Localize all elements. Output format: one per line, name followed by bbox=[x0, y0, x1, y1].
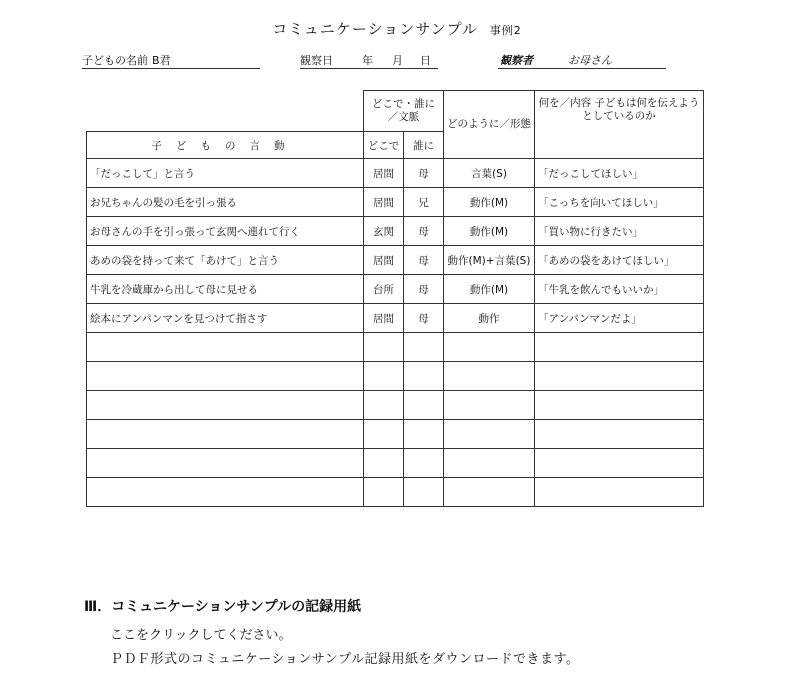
case-label: 事例2 bbox=[489, 24, 522, 37]
cell-behavior bbox=[87, 449, 364, 478]
cell-where bbox=[364, 391, 404, 420]
cell-where: 居間 bbox=[364, 159, 404, 188]
cell-where bbox=[364, 420, 404, 449]
cell-behavior: 絵本にアンパンマンを見つけて指さす bbox=[87, 304, 364, 333]
observer-value: お母さん bbox=[568, 54, 612, 67]
cell-meaning: 「買い物に行きたい」 bbox=[535, 217, 704, 246]
download-link-line bbox=[110, 624, 291, 643]
observe-date-underline bbox=[300, 68, 438, 69]
month-label: 月 bbox=[392, 54, 403, 67]
table-row bbox=[87, 159, 704, 188]
cell-where: 居間 bbox=[364, 304, 404, 333]
cell-behavior: あめの袋を持って来て「あけて」と言う bbox=[87, 246, 364, 275]
cell-where: 居間 bbox=[364, 246, 404, 275]
cell-where: 玄関 bbox=[364, 217, 404, 246]
cell-who: 兄 bbox=[404, 188, 444, 217]
cell-behavior bbox=[87, 478, 364, 507]
cell-who: 母 bbox=[404, 159, 444, 188]
download-link[interactable]: ここをクリックしてください。 bbox=[110, 628, 292, 643]
cell-how: 動作 bbox=[444, 304, 535, 333]
cell-where bbox=[364, 362, 404, 391]
cell-who bbox=[404, 362, 444, 391]
cell-who bbox=[404, 420, 444, 449]
cell-who: 母 bbox=[404, 275, 444, 304]
cell-how: 動作(M) bbox=[444, 275, 535, 304]
table-row bbox=[87, 217, 704, 246]
cell-how bbox=[444, 362, 535, 391]
table-row bbox=[87, 362, 704, 391]
cell-behavior: お兄ちゃんの髪の毛を引っ張る bbox=[87, 188, 364, 217]
table-body bbox=[87, 159, 704, 507]
cell-behavior: 「だっこして」と言う bbox=[87, 159, 364, 188]
cell-meaning: 「だっこしてほしい」 bbox=[535, 159, 704, 188]
cell-meaning: 「あめの袋をあけてほしい」 bbox=[535, 246, 704, 275]
cell-where bbox=[364, 478, 404, 507]
header-blank-cell bbox=[87, 91, 364, 132]
cell-behavior bbox=[87, 333, 364, 362]
cell-where bbox=[364, 449, 404, 478]
cell-meaning bbox=[535, 362, 704, 391]
table-row bbox=[87, 333, 704, 362]
table-row bbox=[87, 478, 704, 507]
cell-who: 母 bbox=[404, 217, 444, 246]
observer-underline bbox=[498, 68, 666, 69]
header-row-1 bbox=[87, 91, 704, 132]
cell-how: 動作(M) bbox=[444, 188, 535, 217]
cell-who: 母 bbox=[404, 304, 444, 333]
table-row bbox=[87, 304, 704, 333]
table-row bbox=[87, 246, 704, 275]
cell-behavior bbox=[87, 391, 364, 420]
cell-how bbox=[444, 420, 535, 449]
download-note: ＰＤＦ形式のコミュニケーションサンプル記録用紙をダウンロードできます。 bbox=[110, 652, 580, 667]
cell-meaning bbox=[535, 449, 704, 478]
header-how: どのように／形態 bbox=[444, 91, 535, 159]
cell-how bbox=[444, 333, 535, 362]
table-row bbox=[87, 449, 704, 478]
child-name-underline bbox=[82, 68, 260, 69]
header-where: どこで bbox=[364, 132, 404, 159]
cell-how: 言葉(S) bbox=[444, 159, 535, 188]
cell-where: 台所 bbox=[364, 275, 404, 304]
cell-how bbox=[444, 478, 535, 507]
child-name-value: B君 bbox=[152, 54, 171, 67]
header-behavior: 子どもの言動 bbox=[87, 132, 364, 159]
cell-how bbox=[444, 391, 535, 420]
table-row bbox=[87, 275, 704, 304]
cell-who bbox=[404, 449, 444, 478]
year-label: 年 bbox=[362, 54, 373, 67]
header-who: 誰に bbox=[404, 132, 444, 159]
cell-where: 居間 bbox=[364, 188, 404, 217]
cell-meaning: 「牛乳を飲んでもいいか」 bbox=[535, 275, 704, 304]
communication-sample-table bbox=[86, 90, 704, 507]
title-text: コミュニケーションサンプル bbox=[272, 20, 478, 38]
header-meaning: 何を／内容 子どもは何を伝えようとしているのか bbox=[535, 91, 704, 159]
cell-behavior: お母さんの手を引っ張って玄関へ連れて行く bbox=[87, 217, 364, 246]
cell-who bbox=[404, 391, 444, 420]
page-title bbox=[0, 18, 794, 39]
cell-meaning bbox=[535, 391, 704, 420]
cell-how: 動作(M) bbox=[444, 217, 535, 246]
cell-meaning bbox=[535, 333, 704, 362]
day-label: 日 bbox=[420, 54, 431, 67]
cell-who: 母 bbox=[404, 246, 444, 275]
observer-label: 観察者 bbox=[500, 54, 533, 67]
header-context: どこで・誰に／文脈 bbox=[364, 91, 444, 132]
table-row bbox=[87, 188, 704, 217]
cell-behavior: 牛乳を冷蔵庫から出して母に見せる bbox=[87, 275, 364, 304]
cell-who bbox=[404, 478, 444, 507]
observe-date-label: 観察日 bbox=[300, 54, 333, 67]
section-title: Ⅲ．コミュニケーションサンプルの記録用紙 bbox=[84, 599, 362, 615]
cell-behavior bbox=[87, 420, 364, 449]
cell-how: 動作(M)+言葉(S) bbox=[444, 246, 535, 275]
cell-where bbox=[364, 333, 404, 362]
cell-meaning: 「アンパンマンだよ」 bbox=[535, 304, 704, 333]
cell-meaning bbox=[535, 478, 704, 507]
cell-who bbox=[404, 333, 444, 362]
table-row bbox=[87, 391, 704, 420]
cell-behavior bbox=[87, 362, 364, 391]
child-name-label: 子どもの名前 bbox=[82, 54, 148, 67]
cell-meaning: 「こっちを向いてほしい」 bbox=[535, 188, 704, 217]
cell-meaning bbox=[535, 420, 704, 449]
table-row bbox=[87, 420, 704, 449]
cell-how bbox=[444, 449, 535, 478]
